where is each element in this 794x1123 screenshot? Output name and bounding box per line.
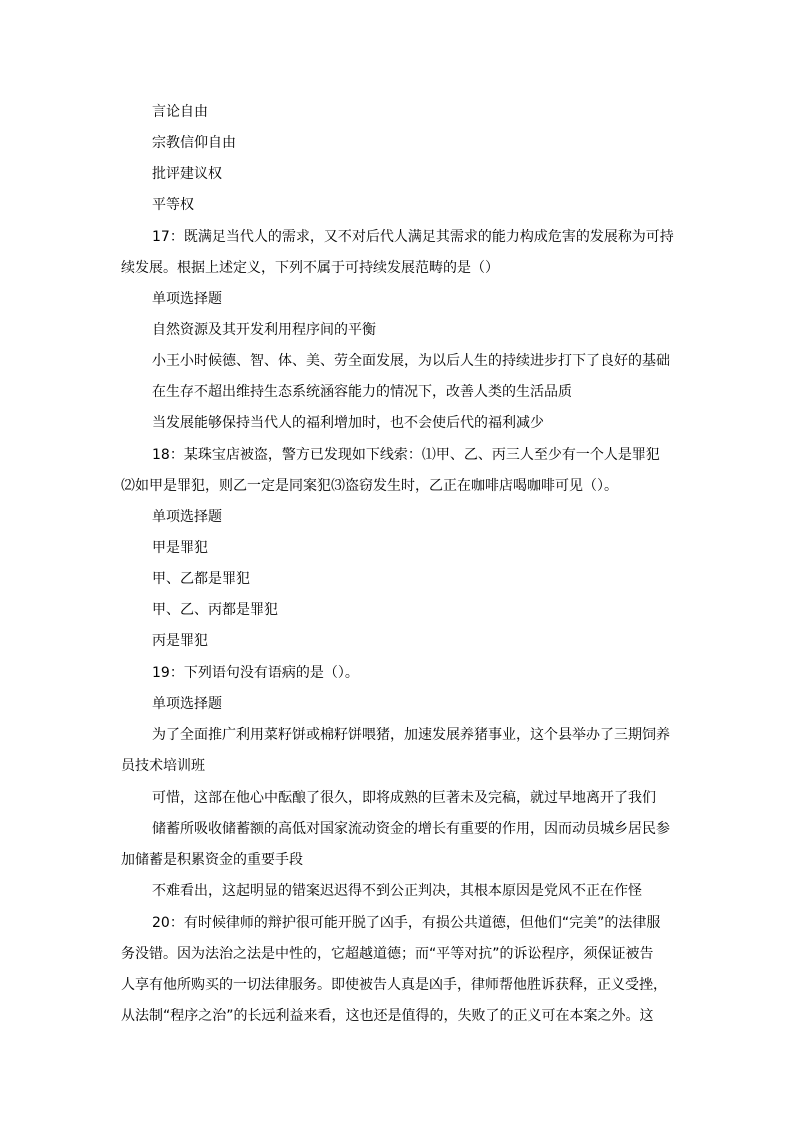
q19-option-4: 不难看出，这起明显的错案迟迟得不到公正判决，其根本原因是党风不正在作怪	[152, 883, 642, 899]
q18-option-3: 甲、乙、丙都是罪犯	[152, 602, 278, 618]
q17-option-1: 自然资源及其开发利用程序间的平衡	[152, 322, 376, 338]
q16-option-2: 宗教信仰自由	[152, 135, 236, 151]
q17-stem-line-2: 续发展。根据上述定义，下列不属于可持续发展范畴的是（）	[121, 260, 499, 276]
q18-stem-line-1: 18：某珠宝店被盗，警方已发现如下线索：⑴甲、乙、丙三人至少有一个人是罪犯	[152, 447, 660, 463]
q19-option-1-line-2: 员技术培训班	[121, 758, 205, 774]
q17-stem-line-1: 17：既满足当代人的需求，又不对后代人满足其需求的能力构成危害的发展称为可持	[152, 229, 674, 245]
q16-option-3: 批评建议权	[152, 166, 222, 182]
q18-stem-line-2: ⑵如甲是罪犯，则乙一定是同案犯⑶盗窃发生时，乙正在咖啡店喝咖啡可见（）。	[121, 478, 618, 494]
q19-type: 单项选择题	[152, 696, 222, 712]
q19-option-3-line-1: 储蓄所吸收储蓄额的高低对国家流动资金的增长有重要的作用，因而动员城乡居民参	[152, 821, 670, 837]
q16-option-1: 言论自由	[152, 104, 208, 120]
q20-stem-line-1: 20：有时候律师的辩护很可能开脱了凶手，有损公共道德，但他们“完美”的法律服	[152, 915, 661, 931]
q20-stem-line-4: 从法制“程序之治”的长远利益来看，这也还是值得的，失败了的正义可在本案之外。这	[121, 1008, 654, 1024]
q18-option-2: 甲、乙都是罪犯	[152, 571, 250, 587]
q19-option-1-line-1: 为了全面推广利用菜籽饼或棉籽饼喂猪，加速发展养猪事业，这个县举办了三期饲养	[152, 727, 670, 743]
q18-option-4: 丙是罪犯	[152, 633, 208, 649]
q20-stem-line-3: 人享有他所购买的一切法律服务。即使被告人真是凶手，律师帮他胜诉获释，正义受挫，	[121, 977, 667, 993]
q18-option-1: 甲是罪犯	[152, 540, 208, 556]
q19-option-3-line-2: 加储蓄是积累资金的重要手段	[121, 852, 303, 868]
q19-option-2: 可惜，这部在他心中酝酿了很久，即将成熟的巨著未及完稿，就过早地离开了我们	[152, 790, 656, 806]
q17-type: 单项选择题	[152, 291, 222, 307]
q17-option-4: 当发展能够保持当代人的福利增加时，也不会使后代的福利减少	[152, 415, 544, 431]
q16-option-4: 平等权	[152, 197, 194, 213]
q18-type: 单项选择题	[152, 509, 222, 525]
q20-stem-line-2: 务没错。因为法治之法是中性的，它超越道德；而“平等对抗”的诉讼程序，须保证被告	[121, 946, 654, 962]
q17-option-3: 在生存不超出维持生态系统涵容能力的情况下，改善人类的生活品质	[152, 384, 572, 400]
q17-option-2: 小王小时候德、智、体、美、劳全面发展，为以后人生的持续进步打下了良好的基础	[152, 353, 670, 369]
q19-stem: 19：下列语句没有语病的是（）。	[152, 665, 359, 681]
